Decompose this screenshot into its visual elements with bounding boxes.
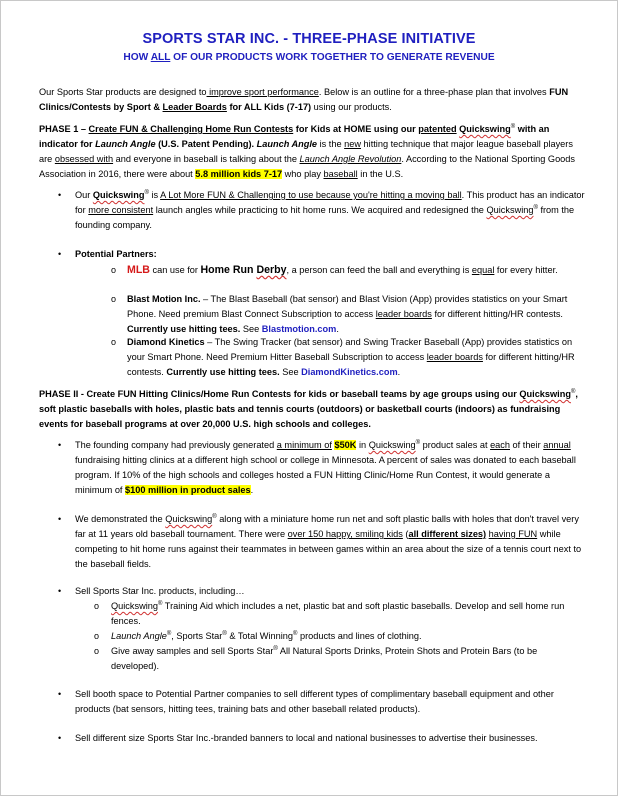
bullet-glyph: • bbox=[58, 190, 62, 200]
bullet-glyph: • bbox=[58, 249, 62, 259]
bullet-glyph: • bbox=[58, 586, 62, 596]
phase1-paragraph: PHASE 1 – Create FUN & Challenging Home Run Contests for Kids at HOME using our patented Quickswing® with an indicator for Launch Angle (U.S. Patent Pending). Launch Angle is the new hitting technique that major league baseball players are obsessed with and everyone in baseball is talking about the Launch Angle Revolution. According to the National Sporting Goods Association in 2016, there were about 5.8 million kids 7-17 who play baseball in the U.S. bbox=[39, 123, 575, 179]
founding-company-bullet: The founding company had previously generated a minimum of $50K in Quickswing® product sales at each of their annual fundraising hitting clinics at a different high school or college in Minnesota. A percent of sales was donated to each baseball program. If 10% of the high schools and colleges hosted a FUN Hitting Clinic/Home Run Contest, it would generate a minimum of $100 million in product sales. bbox=[75, 439, 576, 495]
bullet-glyph: • bbox=[58, 733, 62, 743]
document-subtitle: HOW ALL OF OUR PRODUCTS WORK TOGETHER TO GENERATE REVENUE bbox=[123, 52, 495, 63]
partner-blast-motion: Blast Motion Inc. – The Blast Baseball (bat sensor) and Blast Vision (App) provides statistics on your Smart Phone. Need premium Blast Connect Subscription to access leader boards for different hitting/HR contests. Currently use hitting tees. See Blastmotion.com. bbox=[127, 294, 568, 334]
sub-bullet-glyph: o bbox=[94, 631, 100, 641]
partner-diamond-kinetics: Diamond Kinetics – The Swing Tracker (bat sensor) and Swing Tracker Baseball (App) provides statistics on your Smart Phone. Need Premium Hitter Baseball Subscription to access leader boards for different hitting/HR contests. Currently use hitting tees. See DiamondKinetics.com. bbox=[127, 337, 575, 377]
blastmotion-link[interactable]: Blastmotion.com bbox=[261, 324, 337, 334]
sell-products-bullet: Sell Sports Star Inc. products, including… bbox=[75, 586, 245, 596]
sub-bullet-glyph: o bbox=[111, 294, 117, 304]
quickswing-bullet: Our Quickswing® is A Lot More FUN & Challenging to use because you're hitting a moving ball. This product has an indicator for more consistent launch angles while practicing to hit home runs. We acquired and redesigned the Quickswing® from the founding company. bbox=[75, 189, 585, 230]
sub-bullet-glyph: o bbox=[94, 601, 100, 611]
sub-bullet-glyph: o bbox=[111, 265, 117, 275]
bullet-glyph: • bbox=[58, 689, 62, 699]
document-page bbox=[1, 1, 617, 795]
bullet-glyph: • bbox=[58, 514, 62, 524]
phase2-paragraph: PHASE II - Create FUN Hitting Clinics/Home Run Contests for kids or baseball teams by age groups using our Quickswing®, soft plastic baseballs with holes, plastic bats and tennis courts (outdoors) or basketball courts (indoors) as fundraising events for baseball programs at over 20,000 U.S. high schools and colleges. bbox=[39, 388, 578, 429]
banners-bullet: Sell different size Sports Star Inc.-branded banners to local and national businesses to advertise their businesses. bbox=[75, 733, 538, 743]
booth-space-bullet: Sell booth space to Potential Partner companies to sell different types of complimentary baseball equipment and other products (bat sensors, hitting tees, training bats and other baseball related products). bbox=[75, 689, 554, 714]
sub-bullet-glyph: o bbox=[111, 337, 117, 347]
sub-bullet-glyph: o bbox=[94, 646, 100, 656]
document-title: SPORTS STAR INC. - THREE-PHASE INITIATIVE bbox=[142, 31, 476, 47]
intro-paragraph: Our Sports Star products are designed to improve sport performance. Below is an outline for a three-phase plan that involves FUN Clinics/Contests by Sport & Leader Boards for ALL Kids (7-17) using our products. bbox=[39, 87, 569, 112]
diamondkinetics-link[interactable]: DiamondKinetics.com bbox=[301, 367, 398, 377]
bullet-glyph: • bbox=[58, 440, 62, 450]
partner-mlb: MLB can use for Home Run Derby, a person can feed the ball and everything is equal for every hitter. bbox=[127, 264, 558, 276]
product-sports-drinks: Give away samples and sell Sports Star® All Natural Sports Drinks, Protein Shots and Protein Bars (to be developed). bbox=[111, 645, 538, 671]
partners-heading: Potential Partners: bbox=[75, 249, 157, 259]
product-clothing: Launch Angle®, Sports Star® & Total Winning® products and lines of clothing. bbox=[111, 630, 422, 641]
product-training-aid: Quickswing® Training Aid which includes a net, plastic bat and soft plastic baseballs. Develop and sell home run fences. bbox=[111, 600, 565, 626]
demonstration-bullet: We demonstrated the Quickswing® along with a miniature home run net and soft plastic balls with holes that don't travel very far at 11 years old baseball tournament. There were over 150 happy, smiling kids (all different sizes) having FUN while competing to hit home runs against their teammates in between games within an area about the size of a tennis court next to the baseball fields. bbox=[75, 513, 582, 569]
